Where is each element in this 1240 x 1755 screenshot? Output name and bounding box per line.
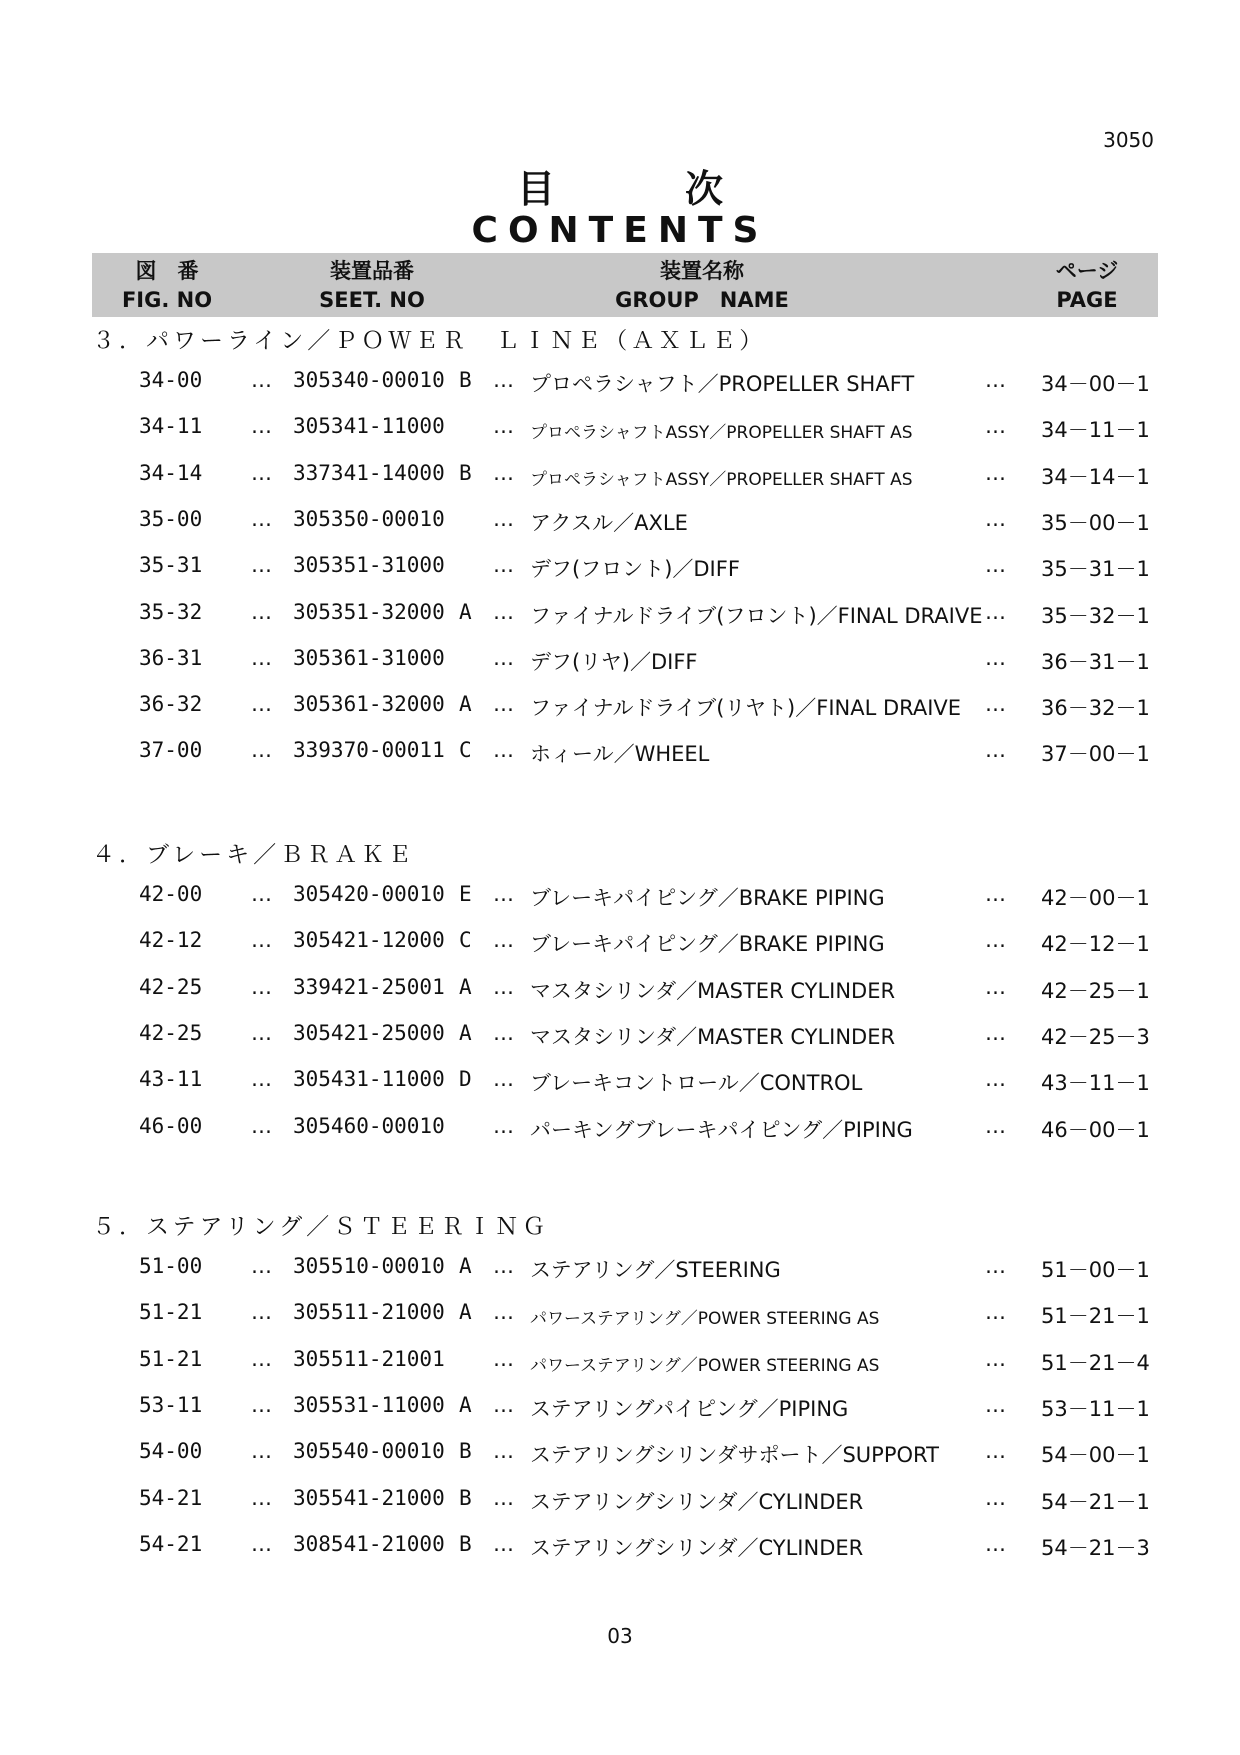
fig-no: 51-21: [139, 1300, 203, 1325]
revision: A: [459, 1254, 472, 1278]
fig-no: 35-00: [139, 506, 203, 531]
leader-dots: …: [251, 368, 272, 392]
leader-dots: …: [985, 645, 1006, 670]
leader-dots: …: [251, 1020, 272, 1045]
sheet-no: 308541-21000: [293, 1531, 445, 1556]
sheet-no: 305540-00010: [293, 1439, 445, 1464]
page-code: 3050: [1103, 128, 1154, 152]
leader-dots: …: [493, 645, 514, 670]
leader-dots: …: [493, 414, 514, 439]
page-ref: 34－00－1: [1041, 372, 1150, 396]
leader-dots: …: [251, 1531, 272, 1556]
group-name: デフ(フロント)／DIFF: [530, 557, 740, 582]
table-row: [0, 1486, 1240, 1526]
leader-dots: …: [251, 1392, 272, 1417]
sheet-no: 305351-31000: [293, 553, 445, 578]
group-name: ステアリングシリンダ／CYLINDER: [530, 1489, 864, 1514]
leader-dots: …: [251, 645, 272, 670]
group-name: マスタシリンダ／MASTER CYLINDER: [530, 978, 896, 1003]
table-row: [0, 368, 1240, 408]
table-row: [0, 1300, 1240, 1340]
leader-dots: …: [251, 599, 272, 624]
leader-dots: …: [493, 368, 514, 392]
page-ref: 54－00－1: [1041, 1443, 1150, 1468]
leader-dots: …: [985, 368, 1006, 392]
leader-dots: …: [493, 928, 514, 953]
fig-no: 42-00: [139, 882, 203, 906]
leader-dots: …: [985, 1113, 1006, 1138]
leader-dots: …: [493, 738, 514, 763]
leader-dots: …: [251, 1346, 272, 1371]
table-row: [0, 1114, 1240, 1154]
group-name: パーキングブレーキパイピング／PIPING: [530, 1117, 913, 1142]
sheet-no: 305340-00010: [293, 368, 445, 392]
revision: A: [459, 599, 472, 624]
table-row: [0, 928, 1240, 968]
leader-dots: …: [985, 414, 1006, 439]
header-page: [1022, 257, 1152, 315]
page-ref: 36－31－1: [1041, 649, 1150, 674]
table-row: [0, 1067, 1240, 1107]
table-row: [0, 461, 1240, 501]
fig-no: 46-00: [139, 1113, 203, 1138]
fig-no: 42-12: [139, 928, 203, 953]
sheet-no: 305421-25000: [293, 1020, 445, 1045]
page-ref: 43－11－1: [1041, 1071, 1150, 1096]
revision: B: [459, 1485, 472, 1510]
page-ref: 35－31－1: [1041, 557, 1150, 582]
leader-dots: …: [493, 460, 514, 485]
leader-dots: …: [493, 553, 514, 578]
header-group-jp: 装置名称: [660, 259, 744, 283]
leader-dots: …: [251, 1067, 272, 1092]
table-row: [0, 975, 1240, 1015]
revision: E: [459, 882, 472, 906]
group-name: ブレーキパイピング／BRAKE PIPING: [530, 932, 885, 957]
fig-no: 34-00: [139, 368, 203, 392]
leader-dots: …: [493, 882, 514, 906]
leader-dots: …: [985, 599, 1006, 624]
leader-dots: …: [985, 506, 1006, 531]
group-name: ブレーキパイピング／BRAKE PIPING: [530, 886, 885, 910]
leader-dots: …: [985, 1439, 1006, 1464]
page-ref: 46－00－1: [1041, 1117, 1150, 1142]
leader-dots: …: [493, 1485, 514, 1510]
revision: A: [459, 1392, 472, 1417]
sheet-no: 339370-00011: [293, 738, 445, 763]
page-ref: 36－32－1: [1041, 696, 1150, 721]
leader-dots: …: [493, 1531, 514, 1556]
revision: B: [459, 368, 472, 392]
page-ref: 53－11－1: [1041, 1396, 1150, 1421]
sheet-no: 305431-11000: [293, 1067, 445, 1092]
fig-no: 42-25: [139, 1020, 203, 1045]
sheet-no: 305350-00010: [293, 506, 445, 531]
fig-no: 54-21: [139, 1485, 203, 1510]
leader-dots: …: [493, 1439, 514, 1464]
table-row: [0, 1021, 1240, 1061]
leader-dots: …: [493, 599, 514, 624]
header-page-jp: ページ: [1055, 259, 1119, 283]
fig-no: 43-11: [139, 1067, 203, 1092]
sheet-no: 339421-25001: [293, 974, 445, 999]
header-fig-no: [92, 257, 242, 315]
page-ref: 42－25－1: [1041, 978, 1150, 1003]
table-row: [0, 1254, 1240, 1294]
group-name: プロペラシャフトASSY／PROPELLER SHAFT AS: [530, 423, 913, 444]
leader-dots: …: [493, 1346, 514, 1371]
table-row: [0, 692, 1240, 732]
table-row: [0, 646, 1240, 686]
fig-no: 34-11: [139, 414, 203, 439]
sheet-no: 305420-00010: [293, 882, 445, 906]
sheet-no: 305510-00010: [293, 1254, 445, 1278]
group-name: ステアリングシリンダサポート／SUPPORT: [530, 1443, 939, 1468]
page-ref: 51－21－1: [1041, 1304, 1150, 1329]
group-name: ステアリング／STEERING: [530, 1258, 781, 1282]
leader-dots: …: [985, 1531, 1006, 1556]
sheet-no: 305361-31000: [293, 645, 445, 670]
revision: A: [459, 692, 472, 717]
leader-dots: …: [985, 1300, 1006, 1325]
revision: B: [459, 460, 472, 485]
fig-no: 54-21: [139, 1531, 203, 1556]
group-name: パワーステアリング／POWER STEERING AS: [530, 1355, 880, 1376]
fig-no: 36-32: [139, 692, 203, 717]
header-fig-en: FIG. NO: [121, 288, 213, 312]
header-page-en: PAGE: [1056, 288, 1118, 312]
leader-dots: …: [985, 738, 1006, 763]
sheet-no: 305341-11000: [293, 414, 445, 439]
group-name: デフ(リヤ)／DIFF: [530, 649, 698, 674]
group-name: ステアリングシリンダ／CYLINDER: [530, 1535, 864, 1560]
group-name: パワーステアリング／POWER STEERING AS: [530, 1309, 880, 1330]
leader-dots: …: [493, 1020, 514, 1045]
page-ref: 35－00－1: [1041, 510, 1150, 535]
leader-dots: …: [251, 1113, 272, 1138]
group-name: ステアリングパイピング／PIPING: [530, 1396, 849, 1421]
sheet-no: 305531-11000: [293, 1392, 445, 1417]
revision: C: [459, 738, 472, 763]
header-group-name: [532, 257, 872, 315]
leader-dots: …: [493, 1254, 514, 1278]
page-ref: 37－00－1: [1041, 742, 1150, 767]
revision: B: [459, 1531, 472, 1556]
page-ref: 54－21－3: [1041, 1535, 1150, 1560]
revision: A: [459, 1020, 472, 1045]
leader-dots: …: [251, 928, 272, 953]
leader-dots: …: [985, 1067, 1006, 1092]
section-title: ４．ブレーキ／ＢＲＡＫＥ: [92, 842, 416, 868]
leader-dots: …: [251, 882, 272, 906]
page-ref: 42－00－1: [1041, 886, 1150, 910]
leader-dots: …: [493, 1392, 514, 1417]
sheet-no: 305511-21001: [293, 1346, 445, 1371]
leader-dots: …: [985, 928, 1006, 953]
leader-dots: …: [985, 882, 1006, 906]
revision: C: [459, 928, 472, 953]
table-row: [0, 1393, 1240, 1433]
title-english: CONTENTS: [471, 210, 769, 251]
leader-dots: …: [251, 1254, 272, 1278]
page-ref: 34－11－1: [1041, 418, 1150, 443]
section-title: ３．パワーライン／ＰＯＷＥＲ ＬＩＮＥ（ＡＸＬＥ）: [92, 328, 767, 354]
leader-dots: …: [493, 974, 514, 999]
fig-no: 34-14: [139, 460, 203, 485]
table-row: [0, 600, 1240, 640]
group-name: アクスル／AXLE: [530, 510, 688, 535]
leader-dots: …: [493, 692, 514, 717]
page-ref: 54－21－1: [1041, 1489, 1150, 1514]
header-fig-jp: 図 番: [135, 259, 199, 283]
table-row: [0, 1439, 1240, 1479]
title-japanese: 目次: [516, 167, 853, 211]
sheet-no: 305361-32000: [293, 692, 445, 717]
leader-dots: …: [251, 974, 272, 999]
leader-dots: …: [985, 1392, 1006, 1417]
revision: A: [459, 974, 472, 999]
header-sheet-en: SEET. NO: [319, 288, 425, 312]
fig-no: 35-32: [139, 599, 203, 624]
leader-dots: …: [985, 460, 1006, 485]
leader-dots: …: [493, 1067, 514, 1092]
page-ref: 51－00－1: [1041, 1258, 1150, 1282]
header-sheet-no: [287, 257, 457, 315]
leader-dots: …: [493, 1113, 514, 1138]
page-ref: 34－14－1: [1041, 464, 1150, 489]
header-group-en: GROUP NAME: [615, 288, 789, 312]
page-ref: 35－32－1: [1041, 603, 1150, 628]
table-row: [0, 882, 1240, 922]
fig-no: 36-31: [139, 645, 203, 670]
table-row: [0, 1532, 1240, 1572]
group-name: ファイナルドライブ(リヤト)／FINAL DRAIVE: [530, 696, 962, 721]
sheet-no: 337341-14000: [293, 460, 445, 485]
sheet-no: 305511-21000: [293, 1300, 445, 1325]
table-row: [0, 1347, 1240, 1387]
group-name: ホィール／WHEEL: [530, 742, 710, 767]
leader-dots: …: [251, 414, 272, 439]
page-ref: 42－12－1: [1041, 932, 1150, 957]
group-name: ブレーキコントロール／CONTROL: [530, 1071, 863, 1096]
leader-dots: …: [251, 692, 272, 717]
header-sheet-jp: 装置品番: [330, 259, 414, 283]
section-title: ５．ステアリング／ＳＴＥＥＲＩＮＧ: [92, 1214, 550, 1240]
leader-dots: …: [493, 506, 514, 531]
leader-dots: …: [985, 692, 1006, 717]
table-row: [0, 553, 1240, 593]
leader-dots: …: [985, 1346, 1006, 1371]
group-name: プロペラシャフト／PROPELLER SHAFT: [530, 372, 915, 396]
page-number: 03: [607, 1624, 633, 1648]
fig-no: 37-00: [139, 738, 203, 763]
fig-no: 53-11: [139, 1392, 203, 1417]
revision: A: [459, 1300, 472, 1325]
leader-dots: …: [985, 1254, 1006, 1278]
fig-no: 54-00: [139, 1439, 203, 1464]
sheet-no: 305541-21000: [293, 1485, 445, 1510]
fig-no: 42-25: [139, 974, 203, 999]
fig-no: 51-21: [139, 1346, 203, 1371]
leader-dots: …: [985, 974, 1006, 999]
fig-no: 35-31: [139, 553, 203, 578]
leader-dots: …: [985, 553, 1006, 578]
sheet-no: 305421-12000: [293, 928, 445, 953]
page-ref: 51－21－4: [1041, 1350, 1150, 1375]
group-name: ファイナルドライブ(フロント)／FINAL DRAIVE: [530, 603, 983, 628]
leader-dots: …: [493, 1300, 514, 1325]
table-row: [0, 738, 1240, 778]
group-name: マスタシリンダ／MASTER CYLINDER: [530, 1024, 896, 1049]
sheet-no: 305351-32000: [293, 599, 445, 624]
leader-dots: …: [251, 1485, 272, 1510]
group-name: プロペラシャフトASSY／PROPELLER SHAFT AS: [530, 469, 913, 490]
page-ref: 42－25－3: [1041, 1024, 1150, 1049]
table-row: [0, 414, 1240, 454]
leader-dots: …: [251, 460, 272, 485]
leader-dots: …: [985, 1485, 1006, 1510]
leader-dots: …: [251, 1300, 272, 1325]
table-row: [0, 507, 1240, 547]
leader-dots: …: [251, 738, 272, 763]
leader-dots: …: [251, 506, 272, 531]
leader-dots: …: [985, 1020, 1006, 1045]
leader-dots: …: [251, 1439, 272, 1464]
sheet-no: 305460-00010: [293, 1113, 445, 1138]
revision: B: [459, 1439, 472, 1464]
revision: D: [459, 1067, 472, 1092]
table-header: [92, 253, 1158, 317]
fig-no: 51-00: [139, 1254, 203, 1278]
leader-dots: …: [251, 553, 272, 578]
